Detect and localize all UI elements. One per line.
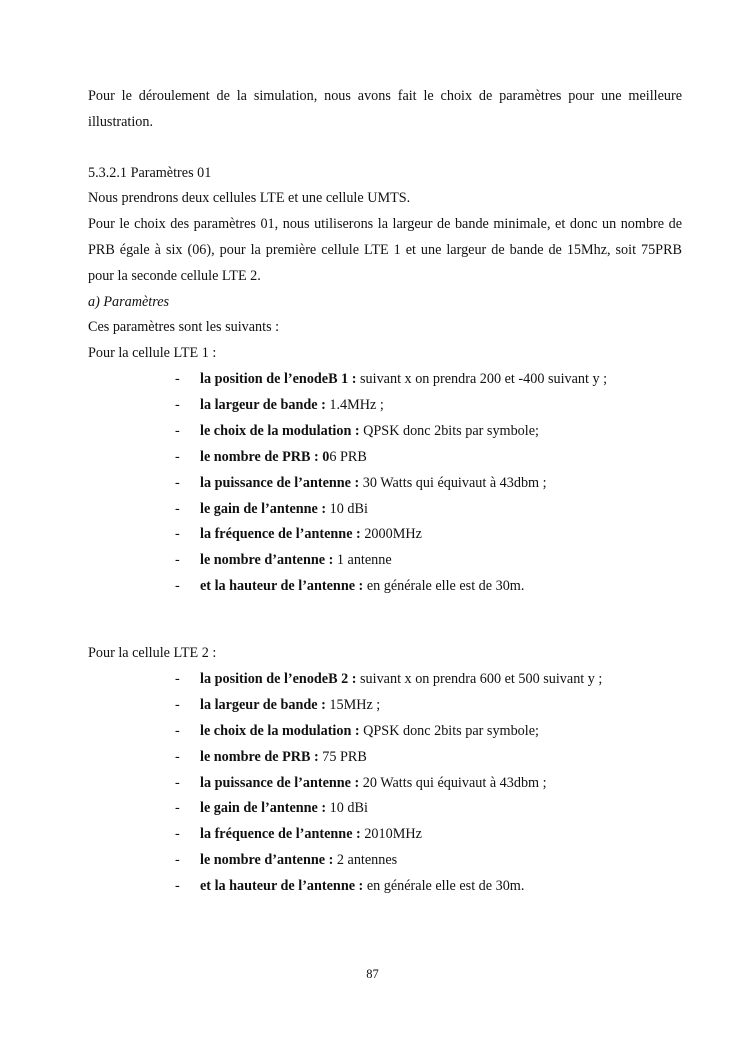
- paragraph-parameters-choice: Pour le choix des paramètres 01, nous utiliserons la largeur de bande minimale, et donc un nombre de PRB égale à six (06), pour la première cellule LTE 1 et une largeur de bande de 15Mhz, soit 75PRB pour la seconde cellule LTE 2.: [88, 216, 682, 284]
- list-item: [88, 745, 682, 771]
- lte1-heading: Pour la cellule LTE 1 :: [88, 345, 217, 362]
- bullet-dash: -: [175, 422, 180, 439]
- bullet-dash: -: [175, 396, 180, 413]
- list-item: [88, 522, 682, 548]
- item-value: 10 dBi: [326, 800, 368, 817]
- bullet-dash: -: [175, 370, 180, 387]
- list-item: [88, 419, 682, 445]
- item-value: 2000MHz: [360, 526, 422, 543]
- list-item: [88, 367, 682, 393]
- list-item: [88, 445, 682, 471]
- item-value: 15MHz ;: [325, 696, 381, 713]
- item-value: 1 antenne: [333, 552, 392, 569]
- lte2-parameter-list: [88, 667, 682, 900]
- list-item: [88, 771, 682, 797]
- list-item: [88, 848, 682, 874]
- paragraph-cells: Nous prendrons deux cellules LTE et une cellule UMTS.: [88, 190, 411, 207]
- item-label: et la hauteur de l’antenne :: [200, 578, 364, 595]
- bullet-dash: -: [175, 800, 180, 817]
- item-label: le choix de la modulation :: [200, 722, 360, 739]
- lte1-parameter-list: [88, 367, 682, 600]
- list-item: [88, 393, 682, 419]
- item-label: le gain de l’antenne :: [200, 800, 327, 817]
- page-number: 87: [366, 967, 379, 981]
- list-item: [88, 822, 682, 848]
- item-value: QPSK donc 2bits par symbole;: [359, 422, 539, 439]
- bullet-dash: -: [175, 448, 180, 465]
- bullet-dash: -: [175, 526, 180, 543]
- item-value: 2010MHz: [360, 826, 422, 843]
- bullet-dash: -: [175, 774, 180, 791]
- intro-paragraph: Pour le déroulement de la simulation, nous avons fait le choix de paramètres pour une meilleure illustration.: [88, 88, 682, 130]
- item-label: la largeur de bande :: [200, 396, 326, 413]
- bullet-dash: -: [175, 552, 180, 569]
- bullet-dash: -: [175, 474, 180, 491]
- item-value: 1.4MHz ;: [325, 396, 384, 413]
- subheading-parametres: a) Paramètres: [88, 293, 170, 310]
- item-value: 20 Watts qui équivaut à 43dbm ;: [359, 774, 547, 791]
- item-value: 30 Watts qui équivaut à 43dbm ;: [359, 474, 547, 491]
- item-label: la fréquence de l’antenne :: [200, 826, 361, 843]
- item-value: en générale elle est de 30m.: [363, 578, 525, 595]
- document-page: [88, 84, 682, 900]
- item-value: suivant x on prendra 200 et -400 suivant y ;: [356, 370, 608, 387]
- item-label: le nombre de PRB : 0: [200, 448, 330, 465]
- item-label: la fréquence de l’antenne :: [200, 526, 361, 543]
- item-label: et la hauteur de l’antenne :: [200, 878, 364, 895]
- list-item: [88, 548, 682, 574]
- bullet-dash: -: [175, 670, 180, 687]
- bullet-dash: -: [175, 722, 180, 739]
- item-label: le nombre de PRB :: [200, 748, 319, 765]
- bullet-dash: -: [175, 748, 180, 765]
- section-heading: 5.3.2.1 Paramètres 01: [88, 164, 212, 181]
- list-item: [88, 574, 682, 600]
- item-value: 75 PRB: [318, 748, 367, 765]
- list-item: [88, 719, 682, 745]
- item-value: 6 PRB: [329, 448, 367, 465]
- list-item: [88, 497, 682, 523]
- list-item: [88, 874, 682, 900]
- bullet-dash: -: [175, 852, 180, 869]
- item-label: le gain de l’antenne :: [200, 500, 327, 517]
- item-value: en générale elle est de 30m.: [363, 878, 525, 895]
- bullet-dash: -: [175, 878, 180, 895]
- item-label: le nombre d’antenne :: [200, 852, 334, 869]
- list-item: [88, 667, 682, 693]
- spacer: [88, 136, 682, 161]
- item-value: 10 dBi: [326, 500, 368, 517]
- item-value: suivant x on prendra 600 et 500 suivant y ;: [356, 670, 603, 687]
- item-label: la puissance de l’antenne :: [200, 474, 360, 491]
- list-item: [88, 796, 682, 822]
- bullet-dash: -: [175, 826, 180, 843]
- spacer: [88, 600, 682, 641]
- bullet-dash: -: [175, 500, 180, 517]
- lte2-heading: Pour la cellule LTE 2 :: [88, 645, 217, 662]
- list-item: [88, 471, 682, 497]
- item-label: la puissance de l’antenne :: [200, 774, 360, 791]
- paragraph-following: Ces paramètres sont les suivants :: [88, 319, 280, 336]
- bullet-dash: -: [175, 578, 180, 595]
- item-label: la position de l’enodeB 1 :: [200, 370, 357, 387]
- bullet-dash: -: [175, 696, 180, 713]
- list-item: [88, 693, 682, 719]
- item-label: le choix de la modulation :: [200, 422, 360, 439]
- item-label: le nombre d’antenne :: [200, 552, 334, 569]
- item-value: 2 antennes: [333, 852, 398, 869]
- item-label: la position de l’enodeB 2 :: [200, 670, 357, 687]
- item-label: la largeur de bande :: [200, 696, 326, 713]
- item-value: QPSK donc 2bits par symbole;: [359, 722, 539, 739]
